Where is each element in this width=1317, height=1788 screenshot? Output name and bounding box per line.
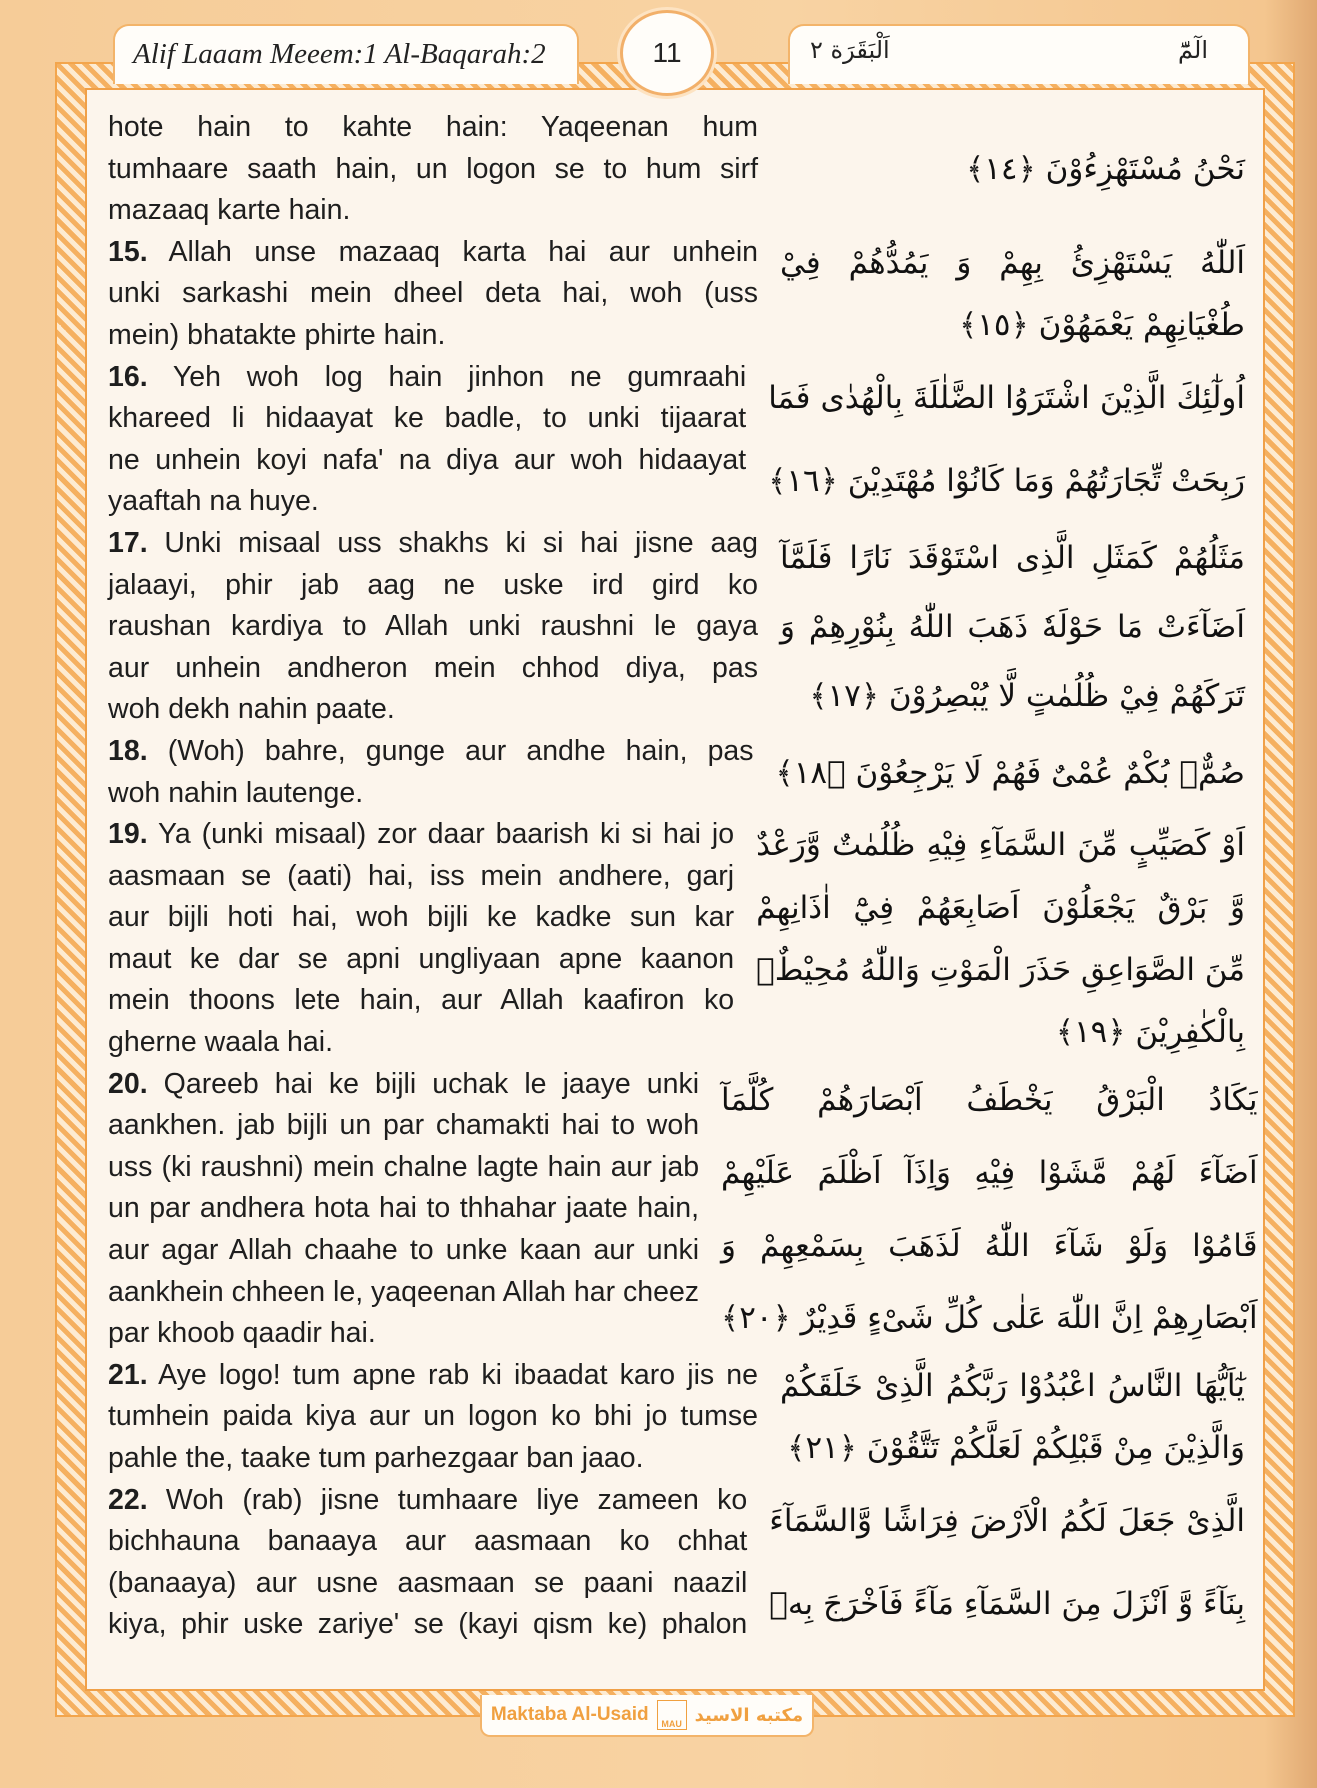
verse-translation — [108, 107, 758, 232]
translation-line — [108, 1521, 747, 1563]
translation-line — [108, 1188, 699, 1230]
juz-name-arabic: الٓمّٓ — [1178, 36, 1208, 64]
translation-text: pahle the, taake tum parhezgaar ban jaao. — [108, 1442, 644, 1474]
verse-row — [108, 731, 1245, 814]
publisher-name-arabic: مكتبه الاسيد — [694, 1704, 804, 1726]
verse-translation — [108, 357, 746, 523]
verse-row — [108, 107, 1245, 232]
translation-text: mein thoons lete hain, aur Allah kaafiron ko — [108, 984, 735, 1017]
verse-arabic — [780, 523, 1245, 731]
verse-arabic — [776, 731, 1245, 814]
verse-row — [108, 814, 1245, 1064]
translation-text: bichhauna banaaya aur aasmaan ko chhat — [108, 1525, 748, 1558]
verse-row — [108, 1355, 1245, 1480]
arabic-line: بِنَآءً وَّ اَنْزَلَ مِنَ السَّمَآءِ مَآءً فَاَخْرَجَ بِهٖ — [769, 1586, 1245, 1623]
arabic-line: اَوْ كَصَيِّبٍ مِّنَ السَّمَآءِ فِيْهِ ظُلُمٰتٌ وَّرَعْدٌ — [756, 827, 1245, 864]
translation-text: aur agar Allah chaahe to unke kaan aur unki — [108, 1234, 700, 1267]
verse-row — [108, 1064, 1258, 1355]
translation-text: raushan kardiya to Allah unki raushni le gaya — [108, 610, 758, 643]
arabic-line: اَبْصَارِهِمْ اِنَّ اللّٰهَ عَلٰى كُلِّ شَىْءٍ قَدِيْرٌ ﴿٢٠﴾ — [721, 1300, 1258, 1337]
translation-line — [108, 689, 758, 731]
translation-text: woh dekh nahin paate. — [108, 693, 395, 726]
arabic-line: وَّ بَرْقٌ يَجْعَلُوْنَ اَصَابِعَهُمْ فِيْٓ اٰذَانِهِمْ — [756, 889, 1245, 926]
verse-translation — [108, 1480, 747, 1646]
arabic-line: صُمٌّۢ بُكْمٌ عُمْىٌ فَهُمْ لَا يَرْجِعُوْنَ ﴿١٨﴾ — [775, 754, 1245, 791]
verse-translation — [108, 814, 734, 1064]
arabic-line: بِالْكٰفِرِيْنَ ﴿١٩﴾ — [1055, 1014, 1245, 1051]
publisher-logo: MAU — [657, 1700, 687, 1730]
translation-line — [108, 1604, 747, 1646]
translation-text: uss (ki raushni) mein chalne lagte hain aur jab — [108, 1150, 700, 1183]
translation-text: hote hain to kahte hain: Yaqeenan hum — [108, 111, 758, 143]
translation-text: par khoob qaadir hai. — [108, 1317, 376, 1350]
header-right-tab — [788, 24, 1250, 84]
translation-line — [108, 107, 758, 149]
verse-arabic — [768, 357, 1245, 523]
translation-text: aur unhein andheron mein chhod diya, pas — [108, 651, 758, 684]
verse-number: 18. — [108, 734, 148, 767]
translation-line — [108, 481, 746, 523]
verse-arabic — [780, 107, 1245, 232]
translation-line — [108, 1064, 699, 1106]
translation-line — [108, 1396, 758, 1438]
verse-number: 22. — [108, 1483, 148, 1516]
translation-line — [108, 1022, 734, 1064]
translation-line — [108, 1105, 699, 1147]
translation-text: aasmaan se (aati) hai, iss mein andhere, garj — [108, 859, 735, 892]
arabic-line: تَرَكَهُمْ فِيْ ظُلُمٰتٍ لَّا يُبْصِرُوْنَ ﴿١٧﴾ — [809, 678, 1245, 715]
arabic-line: يٰٓاَيُّهَا النَّاسُ اعْبُدُوْا رَبَّكُمُ الَّذِىْ خَلَقَكُمْ — [780, 1368, 1245, 1404]
translation-text: (banaaya) aur usne aasmaan se paani naazil — [108, 1566, 748, 1599]
verse-row — [108, 523, 1245, 731]
translation-line — [108, 1230, 699, 1272]
translation-text: gherne waala hai. — [108, 1026, 333, 1059]
arabic-line: طُغْيَانِهِمْ يَعْمَهُوْنَ ﴿١٥﴾ — [959, 307, 1245, 344]
verse-number: 19. — [108, 818, 148, 851]
translation-line — [108, 814, 734, 856]
arabic-line: نَحْنُ مُسْتَهْزِءُوْنَ ﴿١٤﴾ — [966, 151, 1245, 188]
verse-row — [108, 357, 1245, 523]
translation-line — [108, 1272, 699, 1314]
translation-text: (Woh) bahre, gunge aur andhe hain, pas — [147, 734, 754, 767]
verses-content — [108, 107, 1258, 1646]
translation-text: Yeh woh log hain jinhon ne gumraahi — [147, 360, 747, 393]
verse-arabic — [780, 232, 1245, 357]
translation-text: aankhein chheen le, yaqeenan Allah har cheez — [108, 1275, 700, 1308]
translation-text: maut ke dar se apni ungliyaan apne kaanon — [108, 942, 735, 975]
translation-text: mazaaq karte hain. — [108, 194, 351, 227]
verse-number: 15. — [108, 235, 148, 268]
arabic-line: اُولٰٓئِكَ الَّذِيْنَ اشْتَرَوُا الضَّلٰلَةَ بِالْهُدٰى فَمَا — [768, 380, 1245, 417]
translation-line — [108, 897, 734, 939]
verse-translation — [108, 1355, 758, 1480]
publisher-footer — [480, 1695, 814, 1737]
arabic-line: مَثَلُهُمْ كَمَثَلِ الَّذِى اسْتَوْقَدَ نَارًا فَلَمَّآ — [780, 539, 1245, 576]
publisher-name: Maktaba Al-Usaid — [490, 1704, 649, 1725]
translation-text: Woh (rab) jisne tumhaare liye zameen ko — [147, 1483, 748, 1516]
translation-line — [108, 232, 758, 274]
arabic-line: قَامُوْا وَلَوْ شَآءَ اللّٰهُ لَذَهَبَ بِسَمْعِهِمْ وَ — [721, 1227, 1258, 1264]
translation-line — [108, 648, 758, 690]
translation-text: tumhaare saath hain, un logon se to hum sirf — [108, 152, 758, 185]
page-number: 11 — [620, 10, 714, 96]
translation-line — [108, 565, 758, 607]
arabic-line: اَللّٰهُ يَسْتَهْزِئُ بِهِمْ وَ يَمُدُّهُمْ فِيْ — [780, 244, 1245, 281]
translation-line — [108, 440, 746, 482]
verse-arabic — [769, 1480, 1245, 1646]
translation-line — [108, 273, 758, 315]
translation-text: unki sarkashi mein dheel deta hai, woh (uss — [108, 277, 758, 310]
translation-line — [108, 149, 758, 191]
verse-translation — [108, 1064, 699, 1355]
translation-line — [108, 773, 754, 815]
translation-text: aankhen. jab bijli un par chamakti hai to woh — [108, 1109, 700, 1142]
translation-text: Qareeb hai ke bijli uchak le jaaye unki — [147, 1067, 700, 1100]
translation-text: un par andhera hota hai to thhahar jaate hain, — [108, 1192, 700, 1225]
verse-row — [108, 232, 1245, 357]
translation-line — [108, 731, 754, 773]
translation-text: jalaayi, phir jab aag ne uske ird gird ko — [108, 568, 758, 601]
header-left-tab — [113, 24, 579, 84]
verse-arabic — [780, 1355, 1245, 1480]
surah-name-arabic: اَلْبَقَرَة ٢ — [810, 36, 890, 64]
arabic-line: مِّنَ الصَّوَاعِقِ حَذَرَ الْمَوْتِ وَاللّٰهُ مُحِيْطٌۢ — [756, 952, 1245, 989]
translation-line — [108, 856, 734, 898]
translation-line — [108, 1355, 758, 1397]
verse-translation — [108, 731, 754, 814]
translation-line — [108, 939, 734, 981]
verse-translation — [108, 232, 758, 357]
translation-line — [108, 606, 758, 648]
translation-text: kiya, phir uske zariye' se (kayi qism ke) phalon — [108, 1608, 748, 1641]
verse-number: 20. — [108, 1067, 148, 1100]
translation-text: ne unhein koyi nafa' na diya aur woh hidaayat — [108, 443, 747, 476]
translation-line — [108, 398, 746, 440]
arabic-line: وَالَّذِيْنَ مِنْ قَبْلِكُمْ لَعَلَّكُمْ تَتَّقُوْنَ ﴿٢١﴾ — [787, 1430, 1245, 1467]
arabic-line: يَكَادُ الْبَرْقُ يَخْطَفُ اَبْصَارَهُمْ كُلَّمَآ — [721, 1082, 1258, 1119]
translation-text: mein) bhatakte phirte hain. — [108, 318, 446, 351]
translation-line — [108, 357, 746, 399]
translation-line — [108, 980, 734, 1022]
translation-line — [108, 1147, 699, 1189]
translation-text: yaaftah na huye. — [108, 485, 319, 518]
verse-row — [108, 1480, 1245, 1646]
translation-text: aur bijli hoti hai, woh bijli ke kadke sun kar — [108, 901, 735, 934]
translation-text: Unki misaal uss shakhs ki si hai jisne aag — [147, 526, 758, 559]
verse-translation — [108, 523, 758, 731]
translation-line — [108, 1480, 747, 1522]
arabic-line: اَضَآءَ لَهُمْ مَّشَوْا فِيْهِ وَاِذَآ اَظْلَمَ عَلَيْهِمْ — [721, 1154, 1258, 1191]
translation-text: woh nahin lautenge. — [108, 776, 364, 809]
translation-text: Allah unse mazaaq karta hai aur unhein — [147, 235, 758, 268]
verse-arabic — [721, 1064, 1258, 1355]
translation-text: tumhein paida kiya aur un logon ko bhi jo tumse — [108, 1400, 758, 1433]
verse-arabic — [756, 814, 1245, 1064]
verse-number: 17. — [108, 526, 148, 559]
verse-number: 21. — [108, 1358, 148, 1391]
translation-text: Aye logo! tum apne rab ki ibaadat karo jis ne — [147, 1358, 758, 1391]
translation-line — [108, 315, 758, 357]
arabic-line: رَبِحَتْ تِّجَارَتُهُمْ وَمَا كَانُوْا مُهْتَدِيْنَ ﴿١٦﴾ — [768, 463, 1245, 500]
arabic-line: الَّذِىْ جَعَلَ لَكُمُ الْاَرْضَ فِرَاشًا وَّالسَّمَآءَ — [769, 1503, 1245, 1540]
translation-text: Ya (unki misaal) zor daar baarish ki si hai jo — [147, 818, 735, 851]
translation-line — [108, 523, 758, 565]
verse-number: 16. — [108, 360, 148, 393]
translation-line — [108, 1313, 699, 1355]
header-title: Alif Laaam Meeem:1 Al-Baqarah:2 — [133, 38, 546, 70]
translation-line — [108, 1438, 758, 1480]
arabic-line: اَضَآءَتْ مَا حَوْلَهٗ ذَهَبَ اللّٰهُ بِنُوْرِهِمْ وَ — [780, 608, 1245, 645]
translation-line — [108, 190, 758, 232]
translation-text: khareed li hidaayat ke badle, to unki tijaarat — [108, 402, 747, 435]
translation-line — [108, 1563, 747, 1605]
